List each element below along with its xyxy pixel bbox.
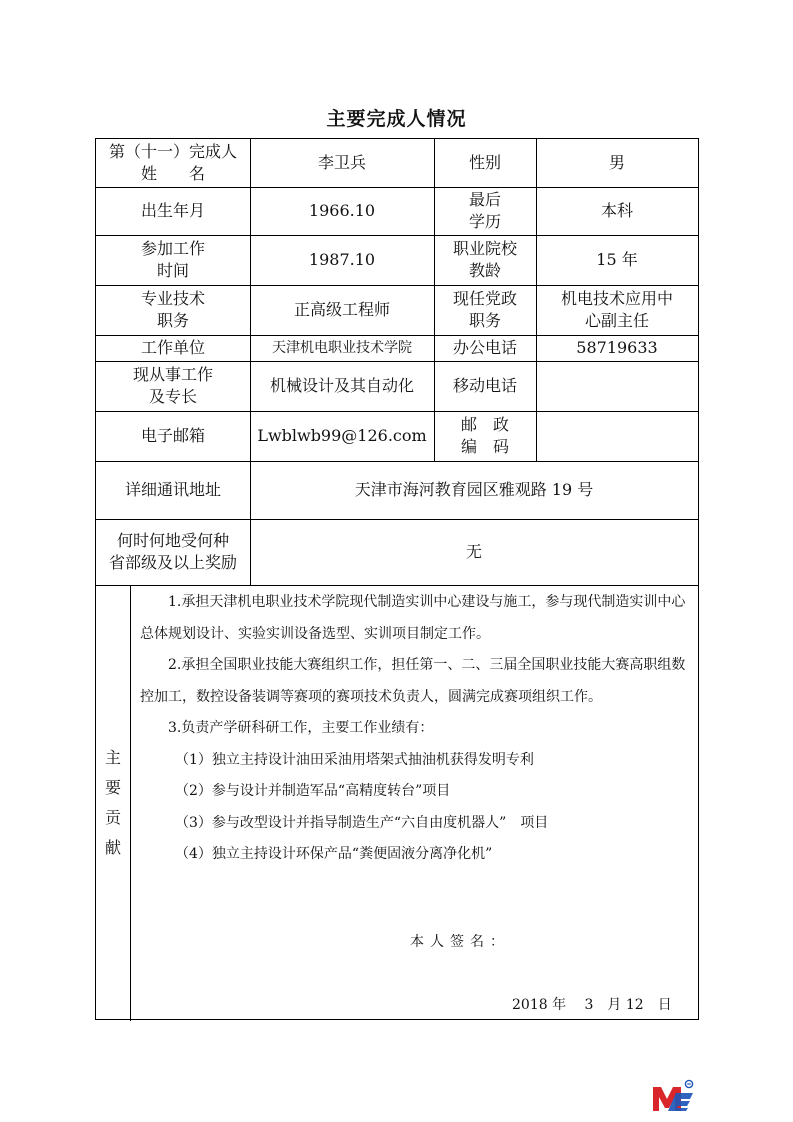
contributions-label-char: 献 <box>104 838 121 857</box>
contributions-label-char: 主 <box>104 748 121 767</box>
award-value: 无 <box>465 542 482 561</box>
contribution-sub-item: （4）独立主持设计环保产品“粪便固液分离净化机” <box>175 846 493 862</box>
title-value: 正高级工程师 <box>293 300 390 319</box>
postcode-value <box>536 411 698 461</box>
specialty-value: 机械设计及其自动化 <box>269 376 414 395</box>
work-start-label: 参加工作 时间 <box>140 239 205 280</box>
contribution-item: 3.负责产学研科研工作，主要工作业绩有： <box>168 720 434 736</box>
contributions-label-char: 贡 <box>104 808 121 827</box>
contributions-label-char: 要 <box>104 778 121 797</box>
contribution-item: 1.承担天津机电职业技术学院现代制造实训中心建设与施工，参与现代制造实训中心总体规划设计、实验实训设备选型、实训项目制定工作。 <box>140 594 686 642</box>
contribution-item: 2.承担全国职业技能大赛组织工作，担任第一、二、三届全国职业技能大赛高职组数控加工，数控设备装调等赛项的赛项技术负责人，圆满完成赛项组织工作。 <box>140 657 686 705</box>
office-phone-label: 办公电话 <box>452 338 517 357</box>
employer-value: 天津机电职业技术学院 <box>272 340 412 356</box>
signature-label: 本人签名： <box>410 934 510 950</box>
education-value: 本科 <box>600 201 633 220</box>
address-value: 天津市海河教育园区雅观路 19 号 <box>354 480 594 499</box>
contribution-sub-item: （1）独立主持设计油田采油用塔架式抽油机获得发明专利 <box>175 751 534 768</box>
contribution-sub-item: （3）参与改型设计并指导制造生产“六自由度机器人” 项目 <box>175 814 549 831</box>
email-value: Lwblwb99@126.com <box>257 426 427 445</box>
postcode-label: 邮 政 编 码 <box>460 415 509 456</box>
work-start-value: 1987.10 <box>308 250 376 269</box>
mobile-phone-label: 移动电话 <box>452 376 517 395</box>
email-label: 电子邮箱 <box>140 426 205 445</box>
page-title: 主要完成人情况 <box>326 108 467 130</box>
title-label: 专业技术 职务 <box>140 289 205 330</box>
name-value: 李卫兵 <box>317 153 366 172</box>
teaching-years-value: 15 年 <box>596 250 638 269</box>
brand-logo-icon <box>650 1078 696 1114</box>
mobile-phone-value <box>536 361 698 411</box>
name-label: 第（十一）完成人 姓 名 <box>108 142 237 183</box>
specialty-label: 现从事工作 及专长 <box>132 365 213 406</box>
contributions-text <box>140 587 692 871</box>
education-label: 最后 学历 <box>468 190 501 231</box>
award-label: 何时何地受何种 省部级及以上奖励 <box>108 531 237 572</box>
position-label: 现任党政 职务 <box>452 289 517 330</box>
employer-label: 工作单位 <box>140 338 205 357</box>
gender-value: 男 <box>608 153 625 172</box>
position-value: 机电技术应用中 心副主任 <box>560 289 673 330</box>
office-phone-value: 58719633 <box>576 338 658 357</box>
signature-date: 2018 年 3 月 12 日 <box>512 997 672 1013</box>
birth-label: 出生年月 <box>140 201 205 220</box>
teaching-years-label: 职业院校 教龄 <box>452 239 517 280</box>
address-label: 详细通讯地址 <box>124 480 221 499</box>
contributions-label <box>96 585 130 1021</box>
column-divider <box>130 585 131 1021</box>
gender-label: 性别 <box>468 153 501 172</box>
contribution-sub-item: （2）参与设计并制造军品“高精度转台”项目 <box>175 783 451 799</box>
birth-value: 1966.10 <box>308 201 376 220</box>
completer-info-form <box>95 138 699 1020</box>
row-divider <box>96 585 698 586</box>
